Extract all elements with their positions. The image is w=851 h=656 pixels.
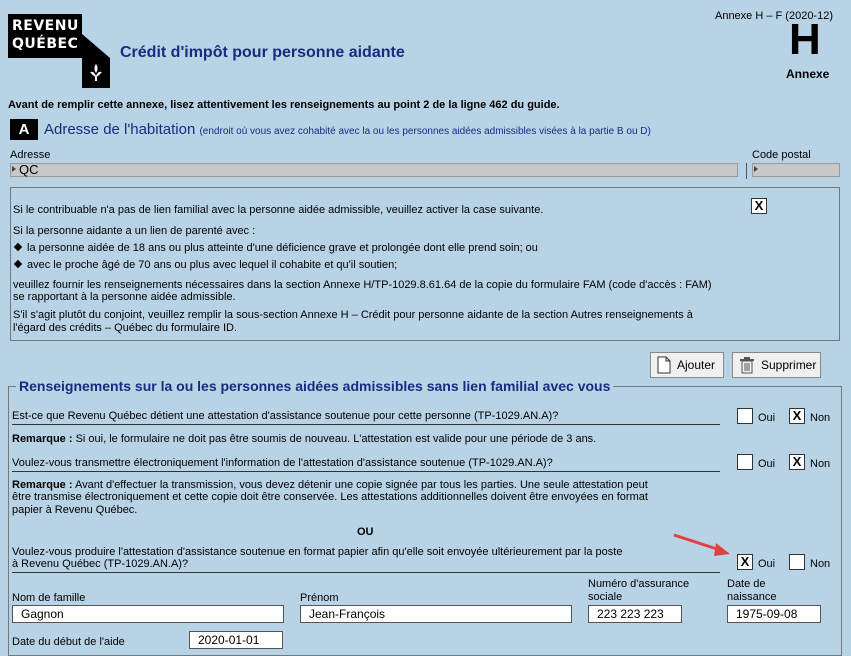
dob-label-2: naissance: [727, 591, 777, 603]
section-a-title: [44, 121, 651, 138]
question-3-line1: Voulez-vous produire l'attestation d'assistance soutenue en format papier afin qu'elle soit envoyée ultérieurement par la poste: [12, 546, 623, 558]
postal-label: Code postal: [752, 149, 811, 161]
remark1-text: Si oui, le formulaire ne doit pas être soumis de nouveau. L'attestation est valide pour une période de 3 ans.: [75, 433, 597, 445]
lastname-input[interactable]: Gagnon: [12, 605, 284, 623]
q1-oui-checkbox[interactable]: [737, 408, 753, 424]
delete-button[interactable]: [732, 352, 821, 378]
bullet-icon: [14, 243, 22, 251]
page-title: Crédit d'impôt pour personne aidante: [120, 44, 405, 61]
form-code: Annexe H – F (2020-12): [714, 10, 833, 22]
remark2-line2: être transmise électroniquement et cette copie doit être conservée. Les attestations additionnelles doivent être envoyées en format: [12, 491, 648, 503]
dob-label-1: Date de: [727, 578, 766, 590]
q2-non-checkbox[interactable]: X: [789, 454, 805, 470]
logo-line1: REVENU: [12, 18, 79, 34]
firstname-input[interactable]: Jean-François: [300, 605, 572, 623]
address-label: Adresse: [10, 149, 51, 161]
remark2-line1: Avant d'effectuer la transmission, vous devez détenir une copie signée par tous les parties. Une seule attestation peut: [74, 479, 648, 491]
dob-input[interactable]: 1975-09-08: [727, 605, 821, 623]
logo-box: [8, 14, 82, 58]
address-value: QC: [19, 162, 39, 177]
start-date-input[interactable]: 2020-01-01: [189, 631, 283, 649]
q3-non-label: Non: [810, 558, 831, 570]
fleur-de-lis-icon: [82, 34, 110, 88]
revenu-quebec-logo: [8, 14, 102, 88]
caret-icon: [754, 166, 758, 172]
address-input[interactable]: [10, 163, 738, 177]
info-line3b: se rapportant à la personne aidée admissible.: [13, 291, 236, 303]
question-3-line2: à Revenu Québec (TP-1029.AN.A)?: [12, 558, 720, 573]
q3-oui-label: Oui: [758, 558, 776, 570]
group-title: Renseignements sur la ou les personnes aidées admissibles sans lien familial avec vous: [16, 378, 613, 394]
sin-label-1: Numéro d'assurance: [588, 578, 690, 590]
intro-text: Avant de remplir cette annexe, lisez attentivement les renseignements au point 2 de la ligne 462 du guide.: [8, 99, 560, 111]
logo-line2: QUÉBEC: [12, 36, 79, 52]
remark-1: [12, 433, 596, 445]
sin-label-2: sociale: [588, 591, 623, 603]
remark1-label: Remarque :: [12, 433, 73, 445]
remark-2: [12, 479, 648, 491]
divider: [746, 163, 747, 179]
info-line3a: veuillez fournir les renseignements nécessaires dans la section Annexe H/TP-1029.8.61.64 de la copie du formulaire FAM (code d'accès : FAM): [13, 279, 712, 291]
section-a-subtitle: (endroit où vous avez cohabité avec la ou les personnes aidées admissibles visées à la partie B ou D): [199, 126, 651, 137]
q1-non-label: Non: [810, 412, 831, 424]
postal-input[interactable]: [752, 163, 840, 177]
q1-oui-label: Oui: [758, 412, 776, 424]
info-line4b: l'égard des crédits – Québec du formulaire ID.: [13, 322, 238, 334]
q1-non-checkbox[interactable]: X: [789, 408, 805, 424]
info-line2: Si la personne aidante a un lien de parenté avec :: [13, 225, 256, 237]
new-document-icon: [657, 356, 671, 374]
ou-separator: OU: [357, 526, 374, 538]
section-a-letter: A: [10, 119, 38, 140]
section-a-title-text: Adresse de l'habitation: [44, 121, 196, 138]
q3-oui-checkbox[interactable]: X: [737, 554, 753, 570]
remark2-label: Remarque :: [12, 479, 73, 491]
q2-non-label: Non: [810, 458, 831, 470]
annex-letter: H: [789, 15, 821, 64]
lastname-label: Nom de famille: [12, 592, 86, 604]
sin-input[interactable]: 223 223 223: [588, 605, 682, 623]
q3-non-checkbox[interactable]: [789, 554, 805, 570]
q2-oui-checkbox[interactable]: [737, 454, 753, 470]
caret-icon: [12, 166, 16, 172]
info-bullet1: [13, 242, 538, 254]
add-button[interactable]: [650, 352, 724, 378]
bullet2-text: avec le proche âgé de 70 ans ou plus avec lequel il cohabite et qu'il soutien;: [27, 259, 398, 271]
bullet-icon: [14, 260, 22, 268]
remark2-line3: papier à Revenu Québec.: [12, 504, 138, 516]
question-1: Est-ce que Revenu Québec détient une attestation d'assistance soutenue pour cette personne (TP-1029.AN.A)?: [12, 410, 720, 425]
annex-word: Annexe: [786, 67, 830, 81]
start-date-label: Date du début de l'aide: [12, 636, 125, 648]
info-line4a: S'il s'agit plutôt du conjoint, veuillez remplir la sous-section Annexe H – Crédit pour personne aidante de la section Autres renseignements à: [13, 309, 693, 321]
add-button-label: Ajouter: [677, 358, 716, 372]
q2-oui-label: Oui: [758, 458, 776, 470]
bullet1-text: la personne aidée de 18 ans ou plus atteinte d'une déficience grave et prolongée dont elle prend soin; ou: [27, 242, 538, 254]
red-arrow-icon: [672, 532, 734, 560]
info-bullet2: [13, 259, 397, 271]
info-line1: Si le contribuable n'a pas de lien familial avec la personne aidée admissible, veuillez activer la case suivante.: [13, 204, 544, 216]
no-family-link-checkbox[interactable]: X: [751, 198, 767, 214]
firstname-label: Prénom: [300, 592, 339, 604]
question-2: Voulez-vous transmettre électroniquement l'information de l'attestation d'assistance soutenue (TP-1029.AN.A)?: [12, 457, 720, 472]
trash-icon: [739, 356, 755, 374]
delete-button-label: Supprimer: [761, 358, 817, 372]
